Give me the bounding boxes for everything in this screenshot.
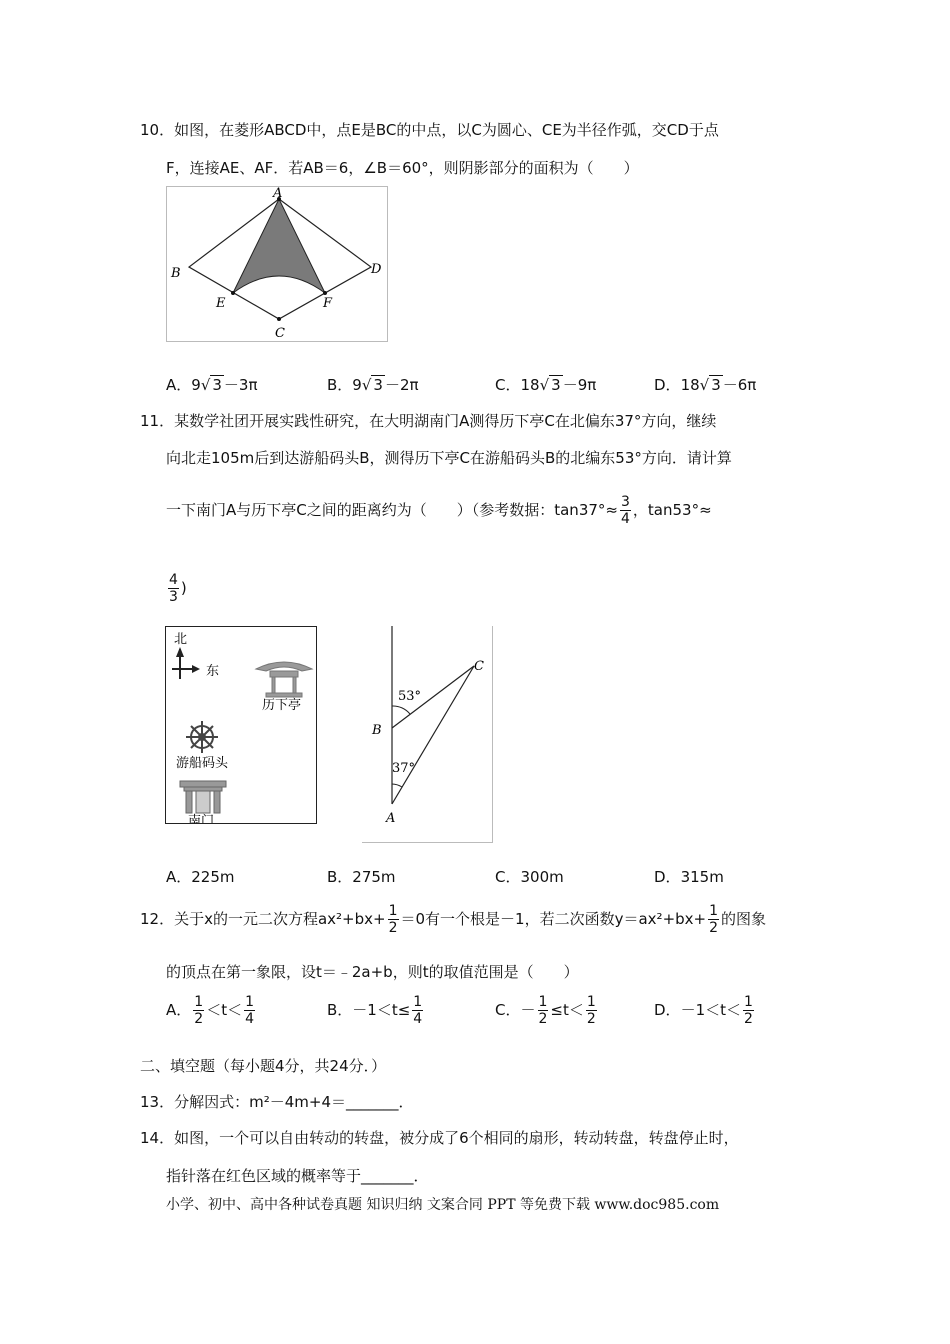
q11-option-b: B．275m xyxy=(327,868,396,886)
q10-number: 10． xyxy=(140,121,175,139)
east-label: 东 xyxy=(206,664,220,679)
angle-diagram xyxy=(362,626,492,842)
angle-37-label: 37° xyxy=(392,761,416,776)
q11-line4: $\frac{4}{3}$ ) xyxy=(169,572,187,605)
q10-text-1: 如图，在菱形ABCD中，点E是BC的中点，以C为圆心、CE为半径作弧，交CD于点 xyxy=(174,121,719,139)
q11-line1: 11．某数学社团开展实践性研究，在大明湖南门A测得历下亭C在北偏东37°方向，继续 xyxy=(140,412,717,430)
dock-label: 游船码头 xyxy=(176,756,229,771)
q10-line2: F，连接AE、AF．若AB＝6，∠B＝60°，则阴影部分的面积为（ ） xyxy=(166,159,639,177)
label-D: D xyxy=(371,262,382,277)
q10-option-b: B．9√ 3 －2π xyxy=(327,376,419,394)
q10-line1 xyxy=(140,119,719,140)
q11-option-d: D．315m xyxy=(654,868,724,886)
q12-line1: 12．关于x的一元二次方程ax²+bx+ $\frac{1}{2}$ ＝0有一个根是－1，若二次函数y＝ax²+bx+ $\frac{1}{2}$ 的图象 xyxy=(140,903,767,936)
q11-option-a: A．225m xyxy=(166,868,235,886)
label-B: B xyxy=(171,266,181,281)
label-C: C xyxy=(275,326,285,341)
q12-option-b: B．－1＜t≤ $\frac{1}{4}$ xyxy=(327,994,423,1027)
section-heading: 二、填空题（每小题4分，共24分．） xyxy=(140,1057,387,1075)
q11-map-figure xyxy=(165,626,317,824)
rhombus-diagram xyxy=(167,187,387,341)
label-E: E xyxy=(216,296,226,311)
q12-option-a: A． $\frac{1}{2}$ ＜t＜ $\frac{1}{4}$ xyxy=(166,994,254,1027)
q10-option-a: A．9√ 3 －3π xyxy=(166,376,258,394)
q14-number: 14． xyxy=(140,1129,175,1147)
map-diagram xyxy=(166,627,316,823)
q13-number: 13． xyxy=(140,1093,175,1111)
label-A: A xyxy=(273,187,283,201)
point-B-label: B xyxy=(372,723,382,738)
north-label: 北 xyxy=(174,632,188,647)
q12-number: 12． xyxy=(140,910,175,928)
q11-option-c: C．300m xyxy=(495,868,564,886)
label-F: F xyxy=(323,296,333,311)
q12-option-c: C．－ $\frac{1}{2}$ ≤t＜ $\frac{1}{2}$ xyxy=(495,994,596,1027)
q11-line2: 向北走105m后到达游船码头B，测得历下亭C在游船码头B的北编东53°方向．请计算 xyxy=(166,449,732,467)
point-C-label: C xyxy=(474,659,484,674)
q10-option-c: C．18√ 3 －9π xyxy=(495,376,597,394)
q10-figure xyxy=(166,186,388,342)
q10-option-d: D．18√ 3 －6π xyxy=(654,376,757,394)
q13: 13．分解因式：m²－4m+4＝_______． xyxy=(140,1093,414,1111)
ship-wheel-icon xyxy=(186,721,218,753)
gate-icon xyxy=(180,781,226,813)
compass-icon xyxy=(172,647,200,679)
q12-line2: 的顶点在第一象限，设t＝﹣2a+b，则t的取值范围是（ ） xyxy=(166,963,579,981)
q11-angle-figure xyxy=(362,626,493,843)
pavilion-label: 历下亭 xyxy=(262,698,302,713)
point-A-label: A xyxy=(386,811,396,826)
angle-53-label: 53° xyxy=(398,689,422,704)
gate-label: 南门 xyxy=(188,814,215,823)
q12-option-d: D．－1＜t＜ $\frac{1}{2}$ xyxy=(654,994,753,1027)
q14-line2: 指针落在红色区域的概率等于_______． xyxy=(166,1167,429,1185)
q11-line3: 一下南门A与历下亭C之间的距离约为（ ）（参考数据：tan37°≈ $\frac{3}{4}$ ，tan53°≈ xyxy=(166,494,712,527)
pavilion-icon xyxy=(256,662,312,697)
q14-line1: 14．如图，一个可以自由转动的转盘，被分成了6个相同的扇形，转动转盘，转盘停止时， xyxy=(140,1129,739,1147)
page-footer: 小学、初中、高中各种试卷真题 知识归纳 文案合同 PPT 等免费下载 www.doc985.com xyxy=(166,1197,720,1213)
q11-number: 11． xyxy=(140,412,175,430)
